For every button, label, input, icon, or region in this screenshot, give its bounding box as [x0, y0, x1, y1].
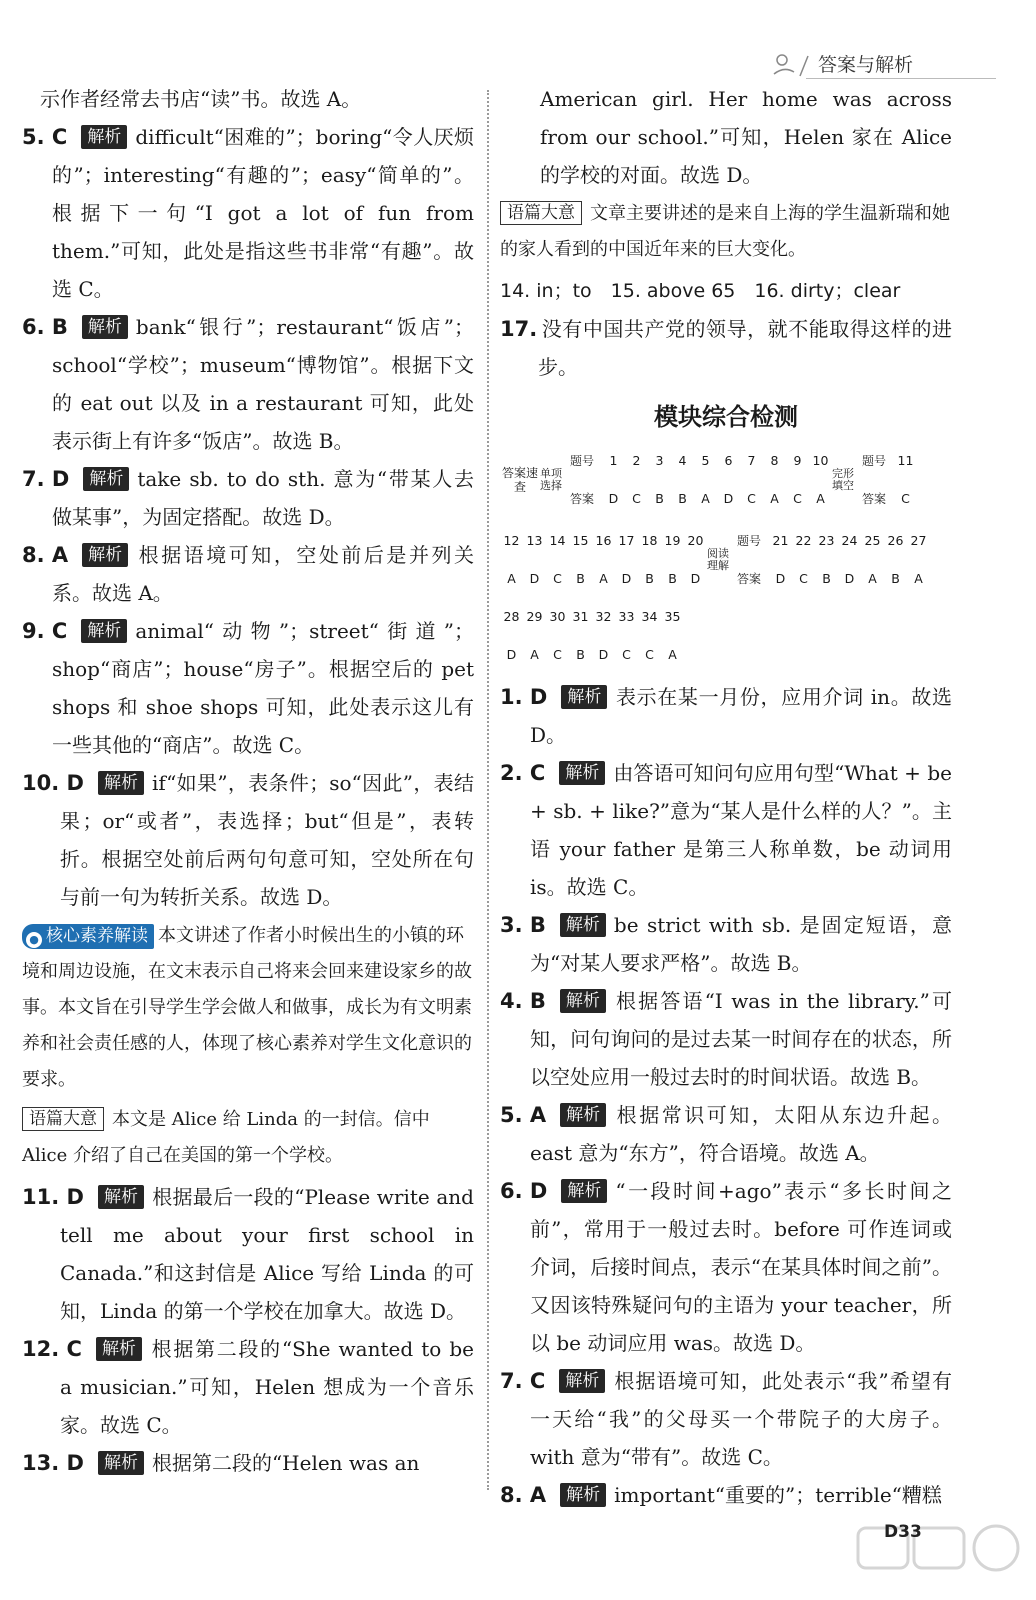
core-note-text: 本文讲述了作者小时候出生的小镇的环境和周边设施，在文末表示自己将来会回来建设家乡的故事。本文旨在引导学生学会做人和做事，成长为有文明素养和社会责任感的人，体现了核心素养对学生文化意识的要求。 [22, 925, 472, 1090]
table-label-section1: 单项选择 [540, 467, 562, 492]
item-number: 10. D [22, 771, 84, 795]
q-num: 34 [641, 609, 658, 624]
item-text: 根据第二段的“Helen was an [151, 1451, 420, 1475]
item-text: 没有中国共产党的领导，就不能取得这样的进步。 [538, 317, 952, 379]
answer-item [500, 982, 952, 1096]
analysis-badge: 解析 [96, 1337, 142, 1361]
item-number: 5. C [22, 125, 68, 149]
header-rule [806, 78, 996, 79]
answer-cell: A [507, 571, 516, 586]
item-number: 12. C [22, 1337, 82, 1361]
q-num: 8 [770, 453, 779, 468]
passage-summary-note [500, 196, 952, 268]
answer-cell: A [701, 491, 710, 506]
answer-item [500, 1096, 952, 1172]
table-label-speed: 答案速查 [501, 466, 538, 494]
item-number: 9. C [22, 619, 68, 643]
core-literacy-badge: ● 核心素养解读 [22, 924, 154, 949]
item-number: 1. D [500, 685, 548, 709]
item-number: 3. B [500, 913, 546, 937]
q-num: 12 [503, 533, 520, 548]
analysis-badge: 解析 [81, 619, 127, 643]
left-column [22, 80, 474, 1482]
analysis-badge: 解析 [560, 1483, 606, 1507]
item-text: 根据最后一段的“Please write and tell me about your first school in Canada.”和这封信是 Alice 写给 Linda 的可知，Linda 的第一个学校在加拿大。故选 D。 [60, 1185, 474, 1323]
answer-cell: C [645, 647, 654, 662]
answer-cell: C [553, 571, 562, 586]
q-num: 18 [641, 533, 658, 548]
pen-logo-icon [770, 48, 810, 78]
analysis-badge: 解析 [98, 1185, 144, 1209]
analysis-badge: 解析 [82, 543, 128, 567]
q-num: 10 [812, 453, 829, 468]
passage-summary-note [22, 1102, 474, 1174]
item-text: 根据语境可知，空处前后是并列关系。故选 A。 [52, 543, 474, 605]
answer-cell: D [844, 571, 855, 586]
answer-cell: A [868, 571, 877, 586]
q-num: 32 [595, 609, 612, 624]
answer-cell: C [799, 571, 808, 586]
answer-item [500, 678, 952, 754]
q-num: 4 [678, 453, 687, 468]
table-label-section2: 完形填空 [832, 467, 854, 492]
answer-cell: C [747, 491, 756, 506]
answer-cell: B [891, 571, 900, 586]
answer-cell: B [668, 571, 677, 586]
q-num: 7 [747, 453, 756, 468]
analysis-badge: 解析 [561, 1179, 607, 1203]
item-text: 由答语可知问句应用句型“What + be + sb. + like?”意为“某人是什么样的人？”。主语 your father 是第三人称单数，be 动词用 is。故选 C。 [530, 761, 952, 899]
q-num: 35 [664, 609, 681, 624]
q-num: 9 [793, 453, 802, 468]
q-label: 题号 [861, 454, 886, 468]
item-text: important“重要的”；terrible“糟糕 [614, 1483, 942, 1507]
q-num: 33 [618, 609, 635, 624]
passage-summary-badge: 语篇大意 [22, 1107, 104, 1131]
answer-cell: D [608, 491, 619, 506]
analysis-badge: 解析 [81, 125, 127, 149]
answer-item [500, 310, 952, 386]
q-num: 2 [632, 453, 641, 468]
answers-14-16: 14. in；to 15. above 65 16. dirty；clear [500, 280, 901, 302]
item-text: 表示在某一月份，应用介词 in。故选 D。 [530, 685, 952, 747]
item-number: 8. A [500, 1483, 547, 1507]
item-number: 4. B [500, 989, 546, 1013]
item-number: 6. B [22, 315, 68, 339]
answer-item [500, 754, 952, 906]
q-num: 21 [772, 533, 789, 548]
answer-cell: C [622, 647, 631, 662]
q-num: 1 [609, 453, 618, 468]
item-text: take sb. to do sth. 意为“带某人去做某事”，为固定搭配。故选 D。 [52, 467, 474, 529]
analysis-badge: 解析 [98, 1451, 144, 1475]
answer-cell: A [599, 571, 608, 586]
analysis-badge: 解析 [559, 761, 605, 785]
answer-cell: B [576, 647, 585, 662]
item-number: 2. C [500, 761, 546, 785]
right-continuation: American girl. Her home was across from our school.”可知，Helen 家在 Alice 的学校的对面。故选 D。 [540, 87, 952, 187]
q-num: 25 [864, 533, 881, 548]
core-literacy-note [22, 918, 474, 1098]
column-divider [487, 90, 489, 1490]
answer-item [22, 612, 474, 764]
item-number: 13. D [22, 1451, 84, 1475]
analysis-badge: 解析 [560, 989, 606, 1013]
answer-item [500, 1172, 952, 1362]
q-num: 15 [572, 533, 589, 548]
q-num: 28 [503, 609, 520, 624]
q-label: 题号 [569, 454, 594, 468]
page-header [770, 44, 1010, 84]
answer-item [22, 536, 474, 612]
item-text: 根据语境可知，此处表示“我”希望有一天给“我”的父母买一个带院子的大房子。with 意为“带有”。故选 C。 [530, 1369, 952, 1469]
item-text: if“如果”，表条件；so“因此”，表结果；or“或者”，表选择；but“但是”，表转折。根据空处前后两句句意可知，空处所在句与前一句为转折关系。故选 D。 [60, 771, 474, 909]
answer-cell: B [678, 491, 687, 506]
q-num: 16 [595, 533, 612, 548]
q-num: 11 [897, 453, 914, 468]
item-text: difficult“困难的”；boring“令人厌烦的”；interesting“有趣的”；easy“简单的”。根据下一句“I got a lot of fun from them.”可知，此处是指这些书非常“有趣”。故选 C。 [52, 125, 474, 301]
answer-cell: B [822, 571, 831, 586]
answer-item [22, 308, 474, 460]
a-label: 答案 [569, 492, 594, 506]
answer-cell: D [621, 571, 632, 586]
answer-quick-check-table [500, 442, 917, 518]
answer-item [22, 764, 474, 916]
answer-cell: A [530, 647, 539, 662]
answer-cell: C [901, 491, 910, 506]
item-number: 7. C [500, 1369, 546, 1393]
q-num: 5 [701, 453, 710, 468]
q-num: 30 [549, 609, 566, 624]
item-text: 根据常识可知，太阳从东边升起。east 意为“东方”，符合语境。故选 A。 [530, 1103, 952, 1165]
answer-cell: C [632, 491, 641, 506]
header-title: 答案与解析 [818, 54, 914, 76]
q-num: 24 [841, 533, 858, 548]
answer-cell: D [690, 571, 701, 586]
q-num: 20 [687, 533, 704, 548]
answer-cell: C [553, 647, 562, 662]
answer-item [22, 1330, 474, 1444]
answer-cell: A [770, 491, 779, 506]
answer-cell: D [529, 571, 540, 586]
answer-item [22, 1178, 474, 1330]
answer-item [22, 1444, 474, 1482]
book-icon: ● [26, 932, 42, 948]
section-title: 模块综合检测 [654, 403, 798, 431]
item-text: animal“动物”；street“街道”；shop“商店”；house“房子”。根据空后的 pet shops 和 shoe shops 可知，此处表示这儿有一些其他的“商店”。故选 C。 [52, 619, 474, 757]
item-text: be strict with sb. 是固定短语，意为“对某人要求严格”。故选 B。 [530, 913, 952, 975]
analysis-badge: 解析 [82, 315, 128, 339]
analysis-badge: 解析 [560, 1103, 606, 1127]
q-num: 3 [655, 453, 664, 468]
answer-cell: C [793, 491, 802, 506]
q-num: 27 [910, 533, 927, 548]
page-number: D33 [884, 1522, 922, 1542]
q-num: 14 [549, 533, 566, 548]
answer-cell: D [506, 647, 517, 662]
answer-item [500, 906, 952, 982]
answer-cell: D [598, 647, 609, 662]
answer-cell: A [668, 647, 677, 662]
q-num: 31 [572, 609, 589, 624]
item-number: 7. D [22, 467, 70, 491]
table-label-section3: 阅读理解 [707, 547, 729, 572]
item-number: 17. [500, 317, 538, 341]
passage-summary-badge: 语篇大意 [500, 201, 582, 225]
analysis-badge: 解析 [561, 685, 607, 709]
summary-text: 本文是 Alice 给 Linda 的一封信。信中 Alice 介绍了自己在美国的第一个学校。 [22, 1109, 430, 1166]
answer-item [500, 1476, 952, 1514]
q-label: 题号 [736, 534, 761, 548]
analysis-badge: 解析 [559, 1369, 605, 1393]
answer-cell: B [645, 571, 654, 586]
q-num: 13 [526, 533, 543, 548]
left-continuation: 示作者经常去书店“读”书。故选 A。 [40, 87, 362, 111]
analysis-badge: 解析 [98, 771, 144, 795]
item-number: 11. D [22, 1185, 84, 1209]
item-number: 5. A [500, 1103, 547, 1127]
answer-cell: B [655, 491, 664, 506]
summary-text: 文章主要讲述的是来自上海的学生温新瑞和她的家人看到的中国近年来的巨大变化。 [500, 203, 950, 260]
answer-item [22, 460, 474, 536]
answer-item [500, 1362, 952, 1476]
q-num: 26 [887, 533, 904, 548]
a-label: 答案 [736, 572, 761, 586]
answer-cell: A [816, 491, 825, 506]
item-text: 根据第二段的“She wanted to be a musician.”可知，Helen 想成为一个音乐家。故选 C。 [60, 1337, 474, 1437]
answer-cell: B [576, 571, 585, 586]
item-number: 8. A [22, 543, 69, 567]
q-num: 29 [526, 609, 543, 624]
answer-cell: D [775, 571, 786, 586]
q-num: 19 [664, 533, 681, 548]
q-num: 17 [618, 533, 635, 548]
a-label: 答案 [861, 492, 886, 506]
watermark-logo-icon [848, 1520, 1028, 1595]
q-num: 22 [795, 533, 812, 548]
item-text: 根据答语“I was in the library.”可知，问句询问的是过去某一时间存在的状态，所以空处应用一般过去时的时间状语。故选 B。 [530, 989, 952, 1089]
right-column [500, 80, 952, 1514]
analysis-badge: 解析 [83, 467, 129, 491]
q-num: 6 [724, 453, 733, 468]
answer-cell: A [914, 571, 923, 586]
item-text: bank“银行”；restaurant“饭店”；school“学校”；museum“博物馆”。根据下文的 eat out 以及 in a restaurant 可知，此处表示街上有许多“饭店”。故选 B。 [52, 315, 474, 453]
item-number: 6. D [500, 1179, 548, 1203]
answer-cell: D [723, 491, 734, 506]
q-num: 23 [818, 533, 835, 548]
item-text: “一段时间+ago”表示“多长时间之前”，常用于一般过去时。before 可作连词或介词，后接时间点，表示“在某具体时间之前”。又因该特殊疑问句的主语为 your teacher，所以 be 动词应用 was。故选 D。 [530, 1179, 952, 1355]
analysis-badge: 解析 [560, 913, 606, 937]
answer-quick-check-table-2 [500, 522, 930, 674]
answer-item [22, 118, 474, 308]
